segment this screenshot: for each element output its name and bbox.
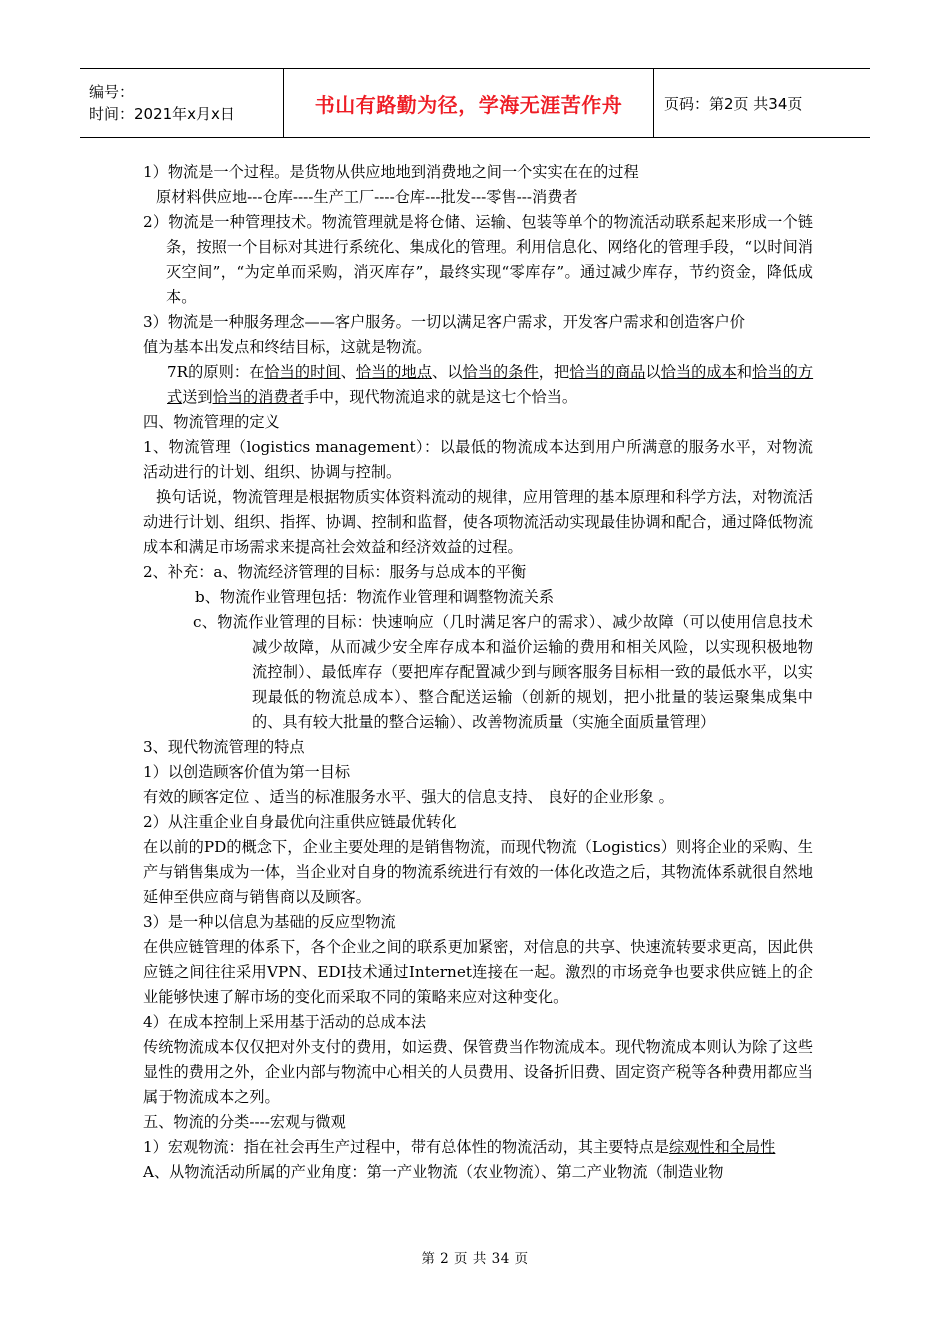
section-heading: 五、物流的分类----宏观与微观 [143, 1113, 346, 1131]
section-heading: 3、现代物流管理的特点 [143, 738, 305, 756]
section-heading: 四、物流管理的定义 [143, 413, 280, 431]
paragraph: 在以前的PD的概念下，企业主要处理的是销售物流，而现代物流（Logistics）则将企业的采购、生产与销售集成为一体，当企业对自身的物流系统进行有效的一体化改造之后，其物流体系就很自然地延伸至供应商与销售商以及顾客。 [143, 838, 813, 906]
page-footer: 第 2 页 共 34 页 [421, 1251, 529, 1267]
page-header [80, 68, 870, 138]
paragraph: 换句话说，物流管理是根据物质实体资料流动的规律，应用管理的基本原理和科学方法，对物流活动进行计划、组织、指挥、协调、控制和监督，使各项物流活动实现最佳协调和配合，通过降低物流成本和满足市场需求来提高社会效益和经济效益的过程。 [143, 488, 813, 556]
doc-time-label: 时间：2021年x月x日 [89, 105, 235, 123]
paragraph: 传统物流成本仅仅把对外支付的费用，如运费、保管费当作物流成本。现代物流成本则认为除了这些显性的费用之外，企业内部与物流中心相关的人员费用、设备折旧费、固定资产税等各种费用都应当属于物流成本之列。 [143, 1038, 813, 1106]
underlined-term: 恰当的商品 [569, 363, 646, 381]
paragraph: 3）是一种以信息为基础的反应型物流 [143, 913, 396, 931]
header-motto: 书山有路勤为径，学海无涯苦作舟 [283, 69, 654, 137]
paragraph: 1）宏观物流：指在社会再生产过程中，带有总体性的物流活动，其主要特点是综观性和全局性 [143, 1138, 776, 1156]
paragraph: 1）以创造顾客价值为第一目标 [143, 763, 351, 781]
header-page-number: 页码：第2页 共34页 [664, 94, 803, 113]
underlined-term: 恰当的时间 [264, 363, 341, 381]
paragraph: A、从物流活动所属的产业角度：第一产业物流（农业物流）、第二产业物流（制造业物 [143, 1163, 724, 1181]
paragraph: 3）物流是一种服务理念——客户服务。一切以满足客户需求，开发客户需求和创造客户价 [143, 313, 745, 331]
doc-number-label: 编号： [89, 83, 135, 101]
underlined-term: 恰当的条件 [462, 363, 539, 381]
underlined-term: 恰当的方式 [167, 363, 814, 406]
paragraph: 原材料供应地---仓库----生产工厂----仓库---批发---零售---消费者 [156, 188, 578, 206]
paragraph: 2）从注重企业自身最优向注重供应链最优转化 [143, 813, 457, 831]
paragraph: 值为基本出发点和终结目标，这就是物流。 [143, 338, 432, 356]
paragraph: 1、物流管理（logistics management）：以最低的物流成本达到用户所满意的服务水平，对物流活动进行的计划、组织、协调与控制。 [143, 438, 813, 481]
paragraph-7r-principle: 7R的原则：在恰当的时间、恰当的地点、以恰当的条件，把恰当的商品以恰当的成本和恰当的方式送到恰当的消费者手中，现代物流追求的就是这七个恰当。 [167, 363, 814, 406]
paragraph: 4）在成本控制上采用基于活动的总成本法 [143, 1013, 427, 1031]
underlined-term: 综观性和全局性 [669, 1138, 776, 1156]
paragraph: 2）物流是一种管理技术。物流管理就是将仓储、运输、包装等单个的物流活动联系起来形成一个链条，按照一个目标对其进行系统化、集成化的管理。利用信息化、网络化的管理手段，“以时间消灭空间”，“为定单而采购，消灭库存”，最终实现“零库存”。通过减少库存，节约资金，降低成本。 [143, 213, 813, 306]
underlined-term: 恰当的成本 [660, 363, 737, 381]
paragraph: b、物流作业管理包括：物流作业管理和调整物流关系 [195, 588, 555, 606]
underlined-term: 恰当的地点 [355, 363, 433, 381]
document-body [143, 160, 813, 1185]
underlined-term: 恰当的消费者 [212, 388, 304, 406]
paragraph: c、物流作业管理的目标：快速响应（几时满足客户的需求）、减少故障（可以使用信息技术减少故障，从而减少安全库存成本和溢价运输的费用和相关风险，以实现积极地物流控制）、最低库存（要把库存配置减少到与顾客服务目标相一致的最低水平，以实现最低的物流总成本）、整合配送运输（创新的规划，把小批量的装运聚集成集中的、具有较大批量的整合运输）、改善物流质量（实施全面质量管理） [193, 613, 813, 731]
paragraph: 2、补充：a、物流经济管理的目标：服务与总成本的平衡 [143, 563, 527, 581]
paragraph: 在供应链管理的体系下，各个企业之间的联系更加紧密，对信息的共享、快速流转要求更高，因此供应链之间往往采用VPN、EDI技术通过Internet连接在一起。激烈的市场竞争也要求供应链上的企业能够快速了解市场的变化而采取不同的策略来应对这种变化。 [143, 938, 813, 1006]
paragraph: 有效的顾客定位 、适当的标准服务水平、强大的信息支持、 良好的企业形象 。 [143, 788, 674, 806]
header-meta [80, 69, 283, 137]
paragraph: 1）物流是一个过程。是货物从供应地地到消费地之间一个实实在在的过程 [143, 163, 639, 181]
